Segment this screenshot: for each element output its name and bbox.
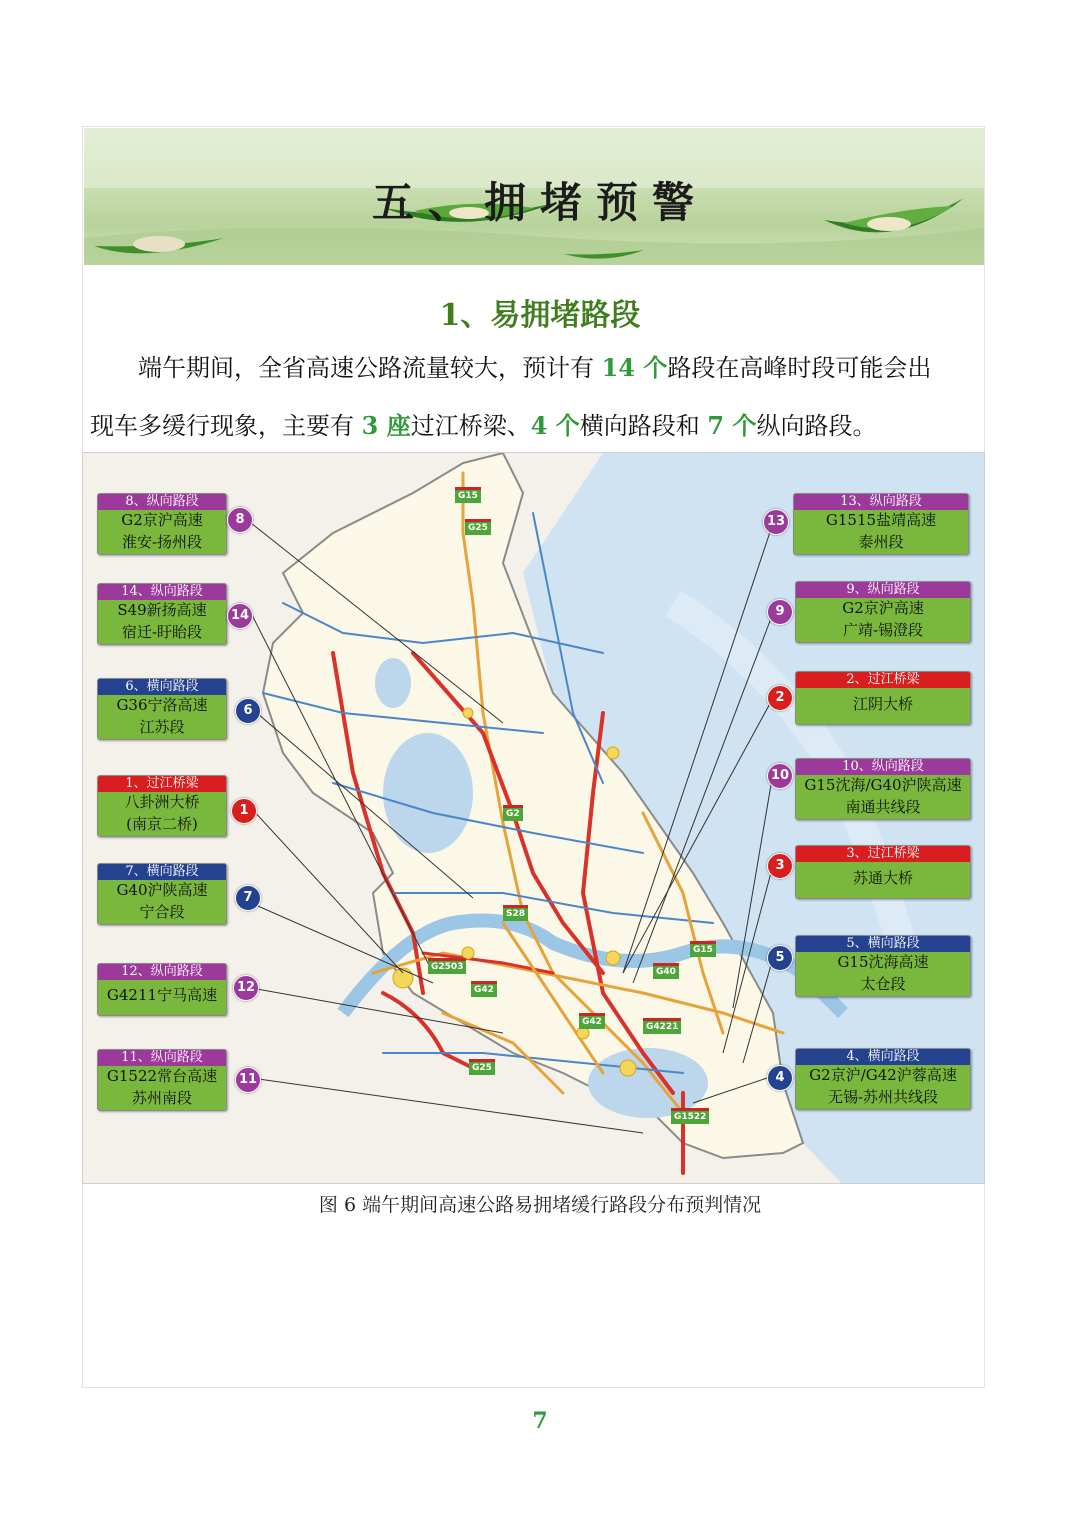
highway-shield: G25 [465,519,491,535]
label-vertical-9 [795,581,971,643]
label-line: 无锡-苏州共线段 [827,1088,939,1106]
highlight-count: 14 个 [601,353,668,382]
label-head: 7、横向路段 [98,864,226,880]
label-line: S49新扬高速 [117,601,207,619]
label-line: G2京沪/G42沪蓉高速 [809,1066,957,1084]
highlight-count: 7 个 [707,411,757,440]
label-vertical-10 [795,758,971,820]
label-head: 14、纵向路段 [98,584,226,600]
text: 现车多缓行现象，主要有 [90,412,362,440]
figure-caption: 图 6 端午期间高速公路易拥堵缓行路段分布预判情况 [318,1194,762,1216]
label-head: 8、纵向路段 [98,494,226,510]
label-head: 12、纵向路段 [98,964,226,980]
marker-14: 14 [227,603,253,629]
label-line: 苏州南段 [131,1089,192,1107]
section-title: 1、易拥堵路段 [439,298,641,333]
text: 路段在高峰时段可能会出 [667,354,932,382]
label-horizontal-6 [97,678,227,740]
label-line: 江苏段 [139,718,185,736]
text: 纵向路段。 [756,412,877,440]
label-head: 6、横向路段 [98,679,226,695]
label-vertical-14 [97,583,227,645]
label-line: 苏通大桥 [852,869,913,887]
text: 过江桥梁、 [410,412,531,440]
label-line: 泰州段 [858,533,904,551]
marker-8: 8 [227,507,253,533]
highway-shield: G15 [690,941,716,957]
banner-title: 五、拥堵预警 [371,178,708,227]
label-head: 1、过江桥梁 [98,776,226,792]
highway-shield: G40 [653,963,679,979]
label-line: G1515盐靖高速 [825,511,937,529]
marker-7: 7 [235,885,261,911]
highway-shield: G4221 [643,1018,681,1034]
label-line: G2京沪高速 [842,599,924,617]
marker-12: 12 [233,975,259,1001]
label-line: 宁合段 [139,903,185,921]
marker-10: 10 [767,763,793,789]
label-line: 江阴大桥 [852,695,913,713]
highway-shield: G2 [503,805,523,821]
highlight-count: 3 座 [361,411,411,440]
label-line: 淮安-扬州段 [121,533,203,551]
marker-6: 6 [235,698,261,724]
label-bridge-1 [97,775,227,837]
label-vertical-8 [97,493,227,555]
label-horizontal-4 [795,1048,971,1110]
label-vertical-13 [793,493,969,555]
highway-shield: S28 [503,905,528,921]
text: 横向路段和 [579,412,708,440]
marker-3: 3 [767,853,793,879]
label-head: 13、纵向路段 [794,494,968,510]
label-vertical-12 [97,963,227,1016]
marker-11: 11 [235,1067,261,1093]
paragraph-line-2 [90,410,980,442]
label-line: 太仓段 [860,975,906,993]
label-bridge-2 [795,671,971,725]
label-vertical-11 [97,1049,227,1111]
marker-9: 9 [767,599,793,625]
highway-shield: G15 [455,487,481,503]
label-head: 9、纵向路段 [796,582,970,598]
marker-5: 5 [767,945,793,971]
label-head: 3、过江桥梁 [796,846,970,862]
highway-shield: G25 [469,1059,495,1075]
marker-2: 2 [767,685,793,711]
paragraph-line-1 [90,352,980,384]
text: 端午期间，全省高速公路流量较大，预计有 [138,354,602,382]
marker-1: 1 [231,798,257,824]
label-line: 八卦洲大桥 [124,793,200,811]
label-line: G15沈海高速 [837,953,929,971]
label-line: (南京二桥) [126,815,198,833]
label-head: 10、纵向路段 [796,759,970,775]
label-line: G36宁洛高速 [116,696,208,714]
label-line: 南通共线段 [845,798,921,816]
label-line: G15沈海/G40沪陕高速 [804,776,962,794]
label-line: 广靖-锡澄段 [842,621,924,639]
highway-shield: G42 [579,1013,605,1029]
highway-shield: G1522 [671,1108,709,1124]
label-head: 4、横向路段 [796,1049,970,1065]
highlight-count: 4 个 [530,411,580,440]
highway-shield: G2503 [428,958,466,974]
label-head: 2、过江桥梁 [796,672,970,688]
label-line: G2京沪高速 [121,511,203,529]
label-head: 11、纵向路段 [98,1050,226,1066]
highway-shield: G42 [471,981,497,997]
label-horizontal-7 [97,863,227,925]
marker-13: 13 [763,509,789,535]
label-line: 宿迁-盱眙段 [121,623,203,641]
label-line: G40沪陕高速 [116,881,208,899]
congestion-map [82,452,985,1184]
label-head: 5、横向路段 [796,936,970,952]
label-line: G1522常台高速 [106,1067,218,1085]
label-horizontal-5 [795,935,971,997]
page-number: 7 [532,1408,548,1434]
label-line: G4211宁马高速 [106,986,218,1004]
marker-4: 4 [767,1065,793,1091]
label-bridge-3 [795,845,971,899]
